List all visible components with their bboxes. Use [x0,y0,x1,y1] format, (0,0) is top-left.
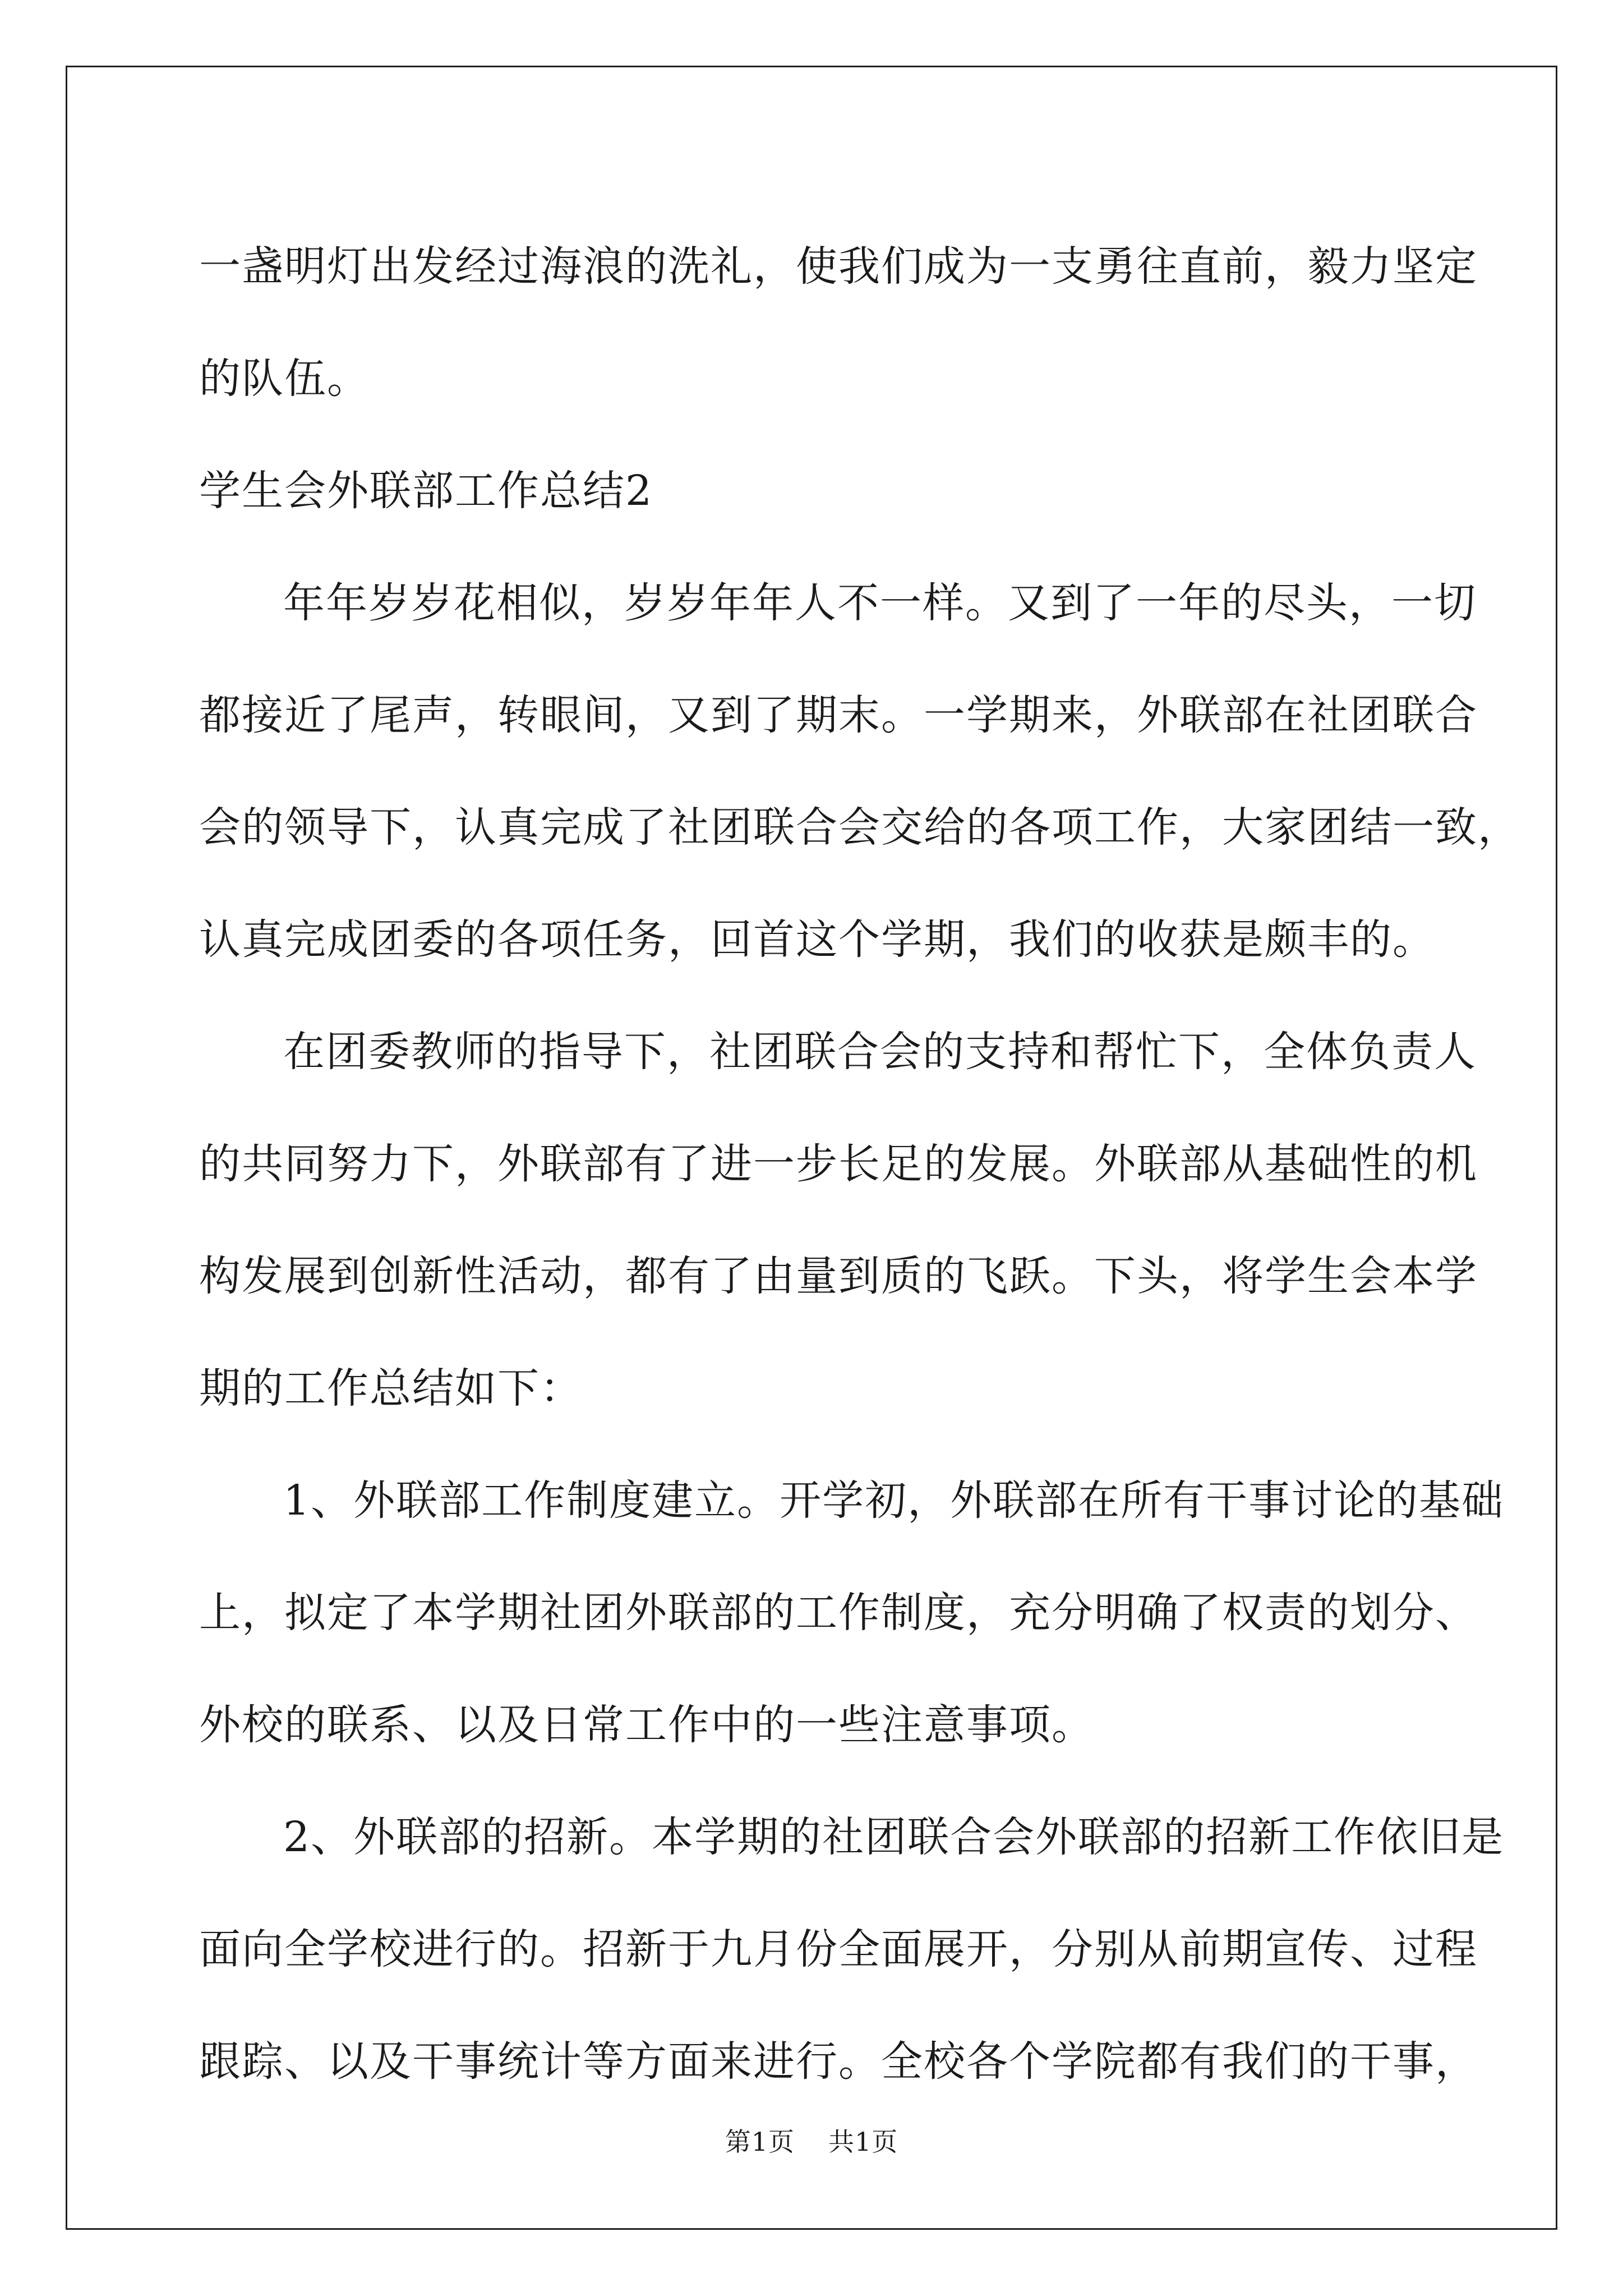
text-line-4: 年年岁岁花相似，岁岁年年人不一样。又到了一年的尽头，一切 [283,579,1477,627]
page-footer [0,2125,1623,2159]
text-line-17: 跟踪、以及干事统计等方面来进行。全校各个学院都有我们的干事， [199,2037,1478,2086]
text-line-2: 的队伍。 [199,355,370,403]
text-line-5: 都接近了尾声，转眼间，又到了期末。一学期来，外联部在社团联合 [199,691,1478,739]
text-line-8: 在团委教师的指导下，社团联合会的支持和帮忙下，全体负责人 [283,1028,1477,1076]
text-line-9: 的共同努力下，外联部有了进一步长足的发展。外联部从基础性的机 [199,1140,1478,1188]
text-line-16: 面向全学校进行的。招新于九月份全面展开，分别从前期宣传、过程 [199,1925,1478,1973]
text-line-13: 上，拟定了本学期社团外联部的工作制度，充分明确了权责的划分、 [199,1589,1478,1637]
text-line-6: 会的领导下，认真完成了社团联合会交给的各项工作，大家团结一致， [199,803,1520,852]
page-total: 共1页 [828,2127,898,2157]
text-line-15: 2、外联部的招新。本学期的社团联合会外联部的招新工作依旧是 [283,1813,1505,1861]
text-line-14: 外校的联系、以及日常工作中的一些注意事项。 [199,1701,1094,1749]
page-number: 第1页 [725,2127,795,2157]
text-line-12: 1、外联部工作制度建立。开学初，外联部在所有干事讨论的基础 [283,1476,1505,1525]
document-body [199,210,1520,2118]
section-heading: 学生会外联部工作总结2 [199,467,653,515]
text-line-7: 认真完成团委的各项任务，回首这个学期，我们的收获是颇丰的。 [199,915,1435,964]
text-line-1: 一盏明灯出发经过海浪的洗礼，使我们成为一支勇往直前，毅力坚定 [199,242,1478,291]
text-line-10: 构发展到创新性活动，都有了由量到质的飞跃。下头，将学生会本学 [199,1252,1478,1300]
text-line-11: 期的工作总结如下： [199,1364,583,1412]
